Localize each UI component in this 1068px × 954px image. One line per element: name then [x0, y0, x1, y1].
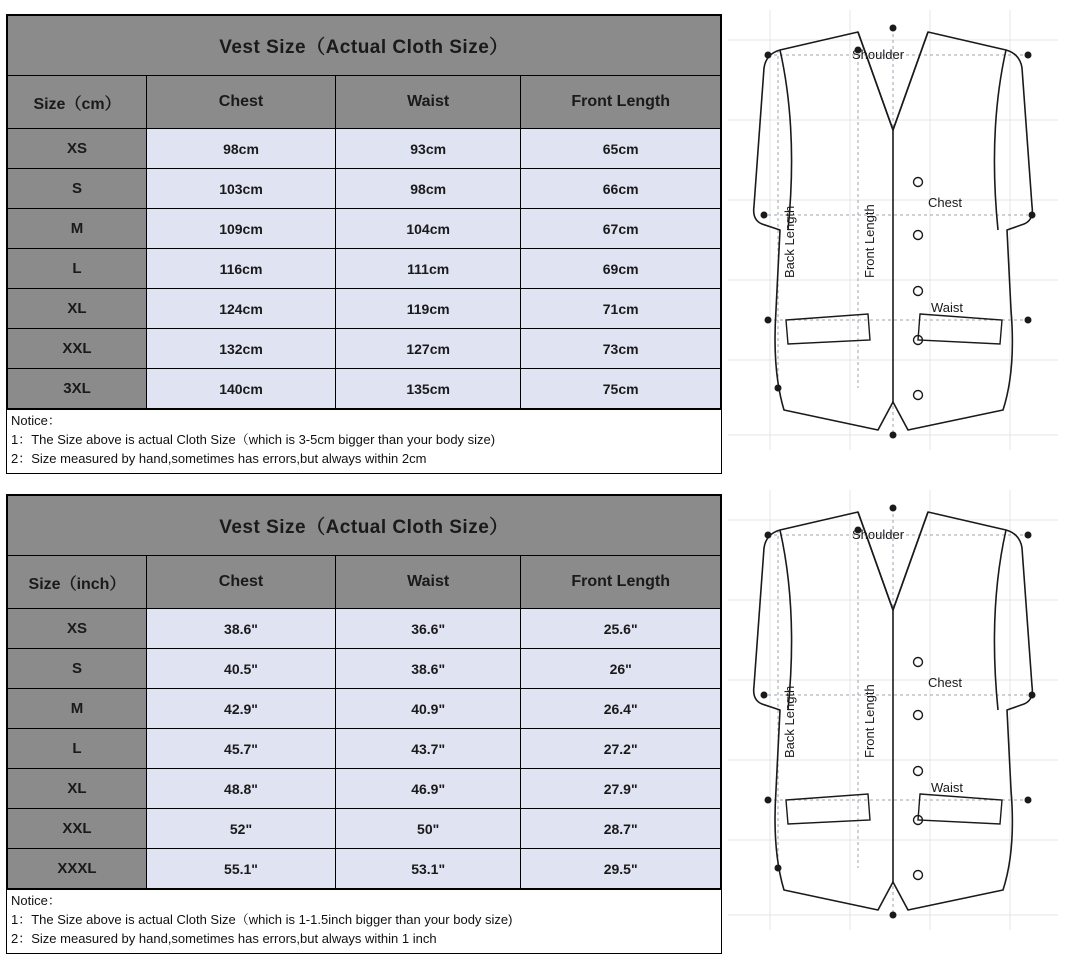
cell-waist: 38.6" [335, 649, 520, 689]
table-row [8, 169, 721, 209]
row-size-label: 3XL [8, 369, 147, 409]
notice-block [7, 409, 721, 473]
label-waist: Waist [931, 780, 964, 795]
table-title-row [8, 16, 721, 76]
cell-waist: 93cm [335, 129, 520, 169]
size-table-cm [7, 15, 721, 409]
column-header-size: Size（cm） [8, 76, 147, 129]
row-size-label: S [8, 649, 147, 689]
cell-front-length: 27.2" [521, 729, 721, 769]
label-shoulder: Shoulder [852, 47, 905, 62]
cell-waist: 53.1" [335, 849, 520, 889]
vest-diagram-svg [728, 490, 1058, 930]
cell-front-length: 69cm [521, 249, 721, 289]
table-row [8, 849, 721, 889]
row-size-label: M [8, 209, 147, 249]
cell-front-length: 26.4" [521, 689, 721, 729]
cell-waist: 46.9" [335, 769, 520, 809]
table-row [8, 369, 721, 409]
cell-front-length: 28.7" [521, 809, 721, 849]
notice-heading: Notice： [11, 413, 61, 428]
cell-front-length: 66cm [521, 169, 721, 209]
cell-front-length: 65cm [521, 129, 721, 169]
cell-front-length: 29.5" [521, 849, 721, 889]
label-front-length: Front Length [862, 204, 877, 278]
size-chart-inch [6, 494, 722, 954]
column-header-waist: Waist [335, 556, 520, 609]
cell-chest: 40.5" [147, 649, 336, 689]
row-size-label: XS [8, 129, 147, 169]
cell-front-length: 71cm [521, 289, 721, 329]
row-size-label: XS [8, 609, 147, 649]
cell-chest: 55.1" [147, 849, 336, 889]
column-header-front-length: Front Length [521, 556, 721, 609]
table-title: Vest Size（Actual Cloth Size） [8, 16, 721, 76]
label-back-length: Back Length [782, 205, 797, 278]
table-row [8, 809, 721, 849]
cell-chest: 98cm [147, 129, 336, 169]
label-chest: Chest [928, 195, 962, 210]
label-shoulder: Shoulder [852, 527, 905, 542]
cell-chest: 48.8" [147, 769, 336, 809]
cell-waist: 43.7" [335, 729, 520, 769]
label-back-length: Back Length [782, 685, 797, 758]
cell-chest: 140cm [147, 369, 336, 409]
table-row [8, 289, 721, 329]
vest-measurement-diagram-cm [728, 10, 1058, 450]
cell-waist: 50" [335, 809, 520, 849]
notice-line-2: 2：Size measured by hand,sometimes has errors,but always within 1 inch [11, 930, 437, 946]
column-header-chest: Chest [147, 76, 336, 129]
label-front-length: Front Length [862, 684, 877, 758]
cell-waist: 119cm [335, 289, 520, 329]
size-chart-cm [6, 14, 722, 474]
table-title-row [8, 496, 721, 556]
cell-waist: 127cm [335, 329, 520, 369]
table-header-row [8, 76, 721, 129]
cell-chest: 38.6" [147, 609, 336, 649]
cell-chest: 103cm [147, 169, 336, 209]
column-header-front-length: Front Length [521, 76, 721, 129]
cell-waist: 104cm [335, 209, 520, 249]
cell-front-length: 25.6" [521, 609, 721, 649]
cell-chest: 124cm [147, 289, 336, 329]
row-size-label: L [8, 249, 147, 289]
notice-line-1: 1：The Size above is actual Cloth Size（which is 3-5cm bigger than your body size) [11, 431, 496, 447]
cell-chest: 52" [147, 809, 336, 849]
cell-waist: 40.9" [335, 689, 520, 729]
notice-line-1: 1：The Size above is actual Cloth Size（which is 1-1.5inch bigger than your body size) [11, 911, 513, 927]
cell-front-length: 26" [521, 649, 721, 689]
cell-front-length: 75cm [521, 369, 721, 409]
cell-front-length: 67cm [521, 209, 721, 249]
cell-front-length: 27.9" [521, 769, 721, 809]
cell-waist: 111cm [335, 249, 520, 289]
table-row [8, 769, 721, 809]
table-row [8, 329, 721, 369]
vest-measurement-diagram-inch [728, 490, 1058, 930]
cell-chest: 132cm [147, 329, 336, 369]
row-size-label: XL [8, 289, 147, 329]
label-chest: Chest [928, 675, 962, 690]
row-size-label: XXL [8, 329, 147, 369]
column-header-size: Size（inch） [8, 556, 147, 609]
table-title: Vest Size（Actual Cloth Size） [8, 496, 721, 556]
column-header-chest: Chest [147, 556, 336, 609]
vest-diagram-svg [728, 10, 1058, 450]
row-size-label: XL [8, 769, 147, 809]
label-waist: Waist [931, 300, 964, 315]
table-row [8, 689, 721, 729]
table-row [8, 729, 721, 769]
size-table-inch [7, 495, 721, 889]
row-size-label: S [8, 169, 147, 209]
row-size-label: L [8, 729, 147, 769]
notice-line-2: 2：Size measured by hand,sometimes has errors,but always within 2cm [11, 450, 427, 466]
table-row [8, 609, 721, 649]
notice-heading: Notice： [11, 893, 61, 908]
table-row [8, 249, 721, 289]
table-row [8, 209, 721, 249]
cell-chest: 45.7" [147, 729, 336, 769]
column-header-waist: Waist [335, 76, 520, 129]
row-size-label: XXXL [8, 849, 147, 889]
cell-front-length: 73cm [521, 329, 721, 369]
cell-chest: 42.9" [147, 689, 336, 729]
row-size-label: XXL [8, 809, 147, 849]
table-row [8, 129, 721, 169]
cell-waist: 98cm [335, 169, 520, 209]
notice-block [7, 889, 721, 953]
cell-chest: 109cm [147, 209, 336, 249]
row-size-label: M [8, 689, 147, 729]
table-row [8, 649, 721, 689]
table-header-row [8, 556, 721, 609]
cell-chest: 116cm [147, 249, 336, 289]
cell-waist: 135cm [335, 369, 520, 409]
cell-waist: 36.6" [335, 609, 520, 649]
